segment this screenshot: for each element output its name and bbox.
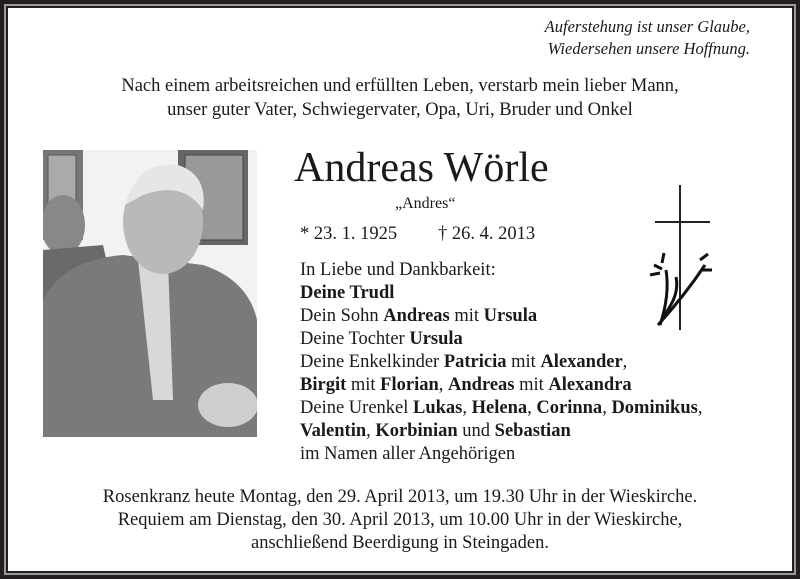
family-text: , xyxy=(438,375,449,395)
family-name: Valentin xyxy=(300,421,367,441)
family-name: Florian xyxy=(380,375,439,395)
family-name: Korbinian xyxy=(375,421,458,441)
intro-text xyxy=(0,74,800,122)
family-line xyxy=(300,282,702,305)
service-info xyxy=(0,486,800,555)
family-name: Sebastian xyxy=(494,421,571,441)
family-name: Ursula xyxy=(483,306,538,326)
family-text: , xyxy=(527,398,537,418)
birth-date: * 23. 1. 1925 xyxy=(300,224,398,244)
motto xyxy=(545,16,750,60)
deceased-name: Andreas Wörle xyxy=(294,145,549,191)
family-text: mit xyxy=(346,375,381,395)
family-text: und xyxy=(457,421,495,441)
family-line xyxy=(300,305,702,328)
family-text: Dein Sohn xyxy=(300,306,384,326)
service-line: anschließend Beerdigung in Steingaden. xyxy=(251,533,549,553)
family-name: Andreas xyxy=(448,375,515,395)
family-name: Alexander xyxy=(540,352,623,372)
family-line xyxy=(300,328,702,351)
family-name: Andreas xyxy=(383,306,450,326)
family-text: , xyxy=(622,352,628,372)
service-line: Requiem am Dienstag, den 30. April 2013, um 10.00 Uhr in der Wieskirche, xyxy=(117,510,683,530)
family-text: Deine Enkelkinder xyxy=(300,352,444,372)
family-text: Deine Urenkel xyxy=(300,398,414,418)
family-text: mit xyxy=(449,306,484,326)
family-name: Helena xyxy=(471,398,528,418)
family-line xyxy=(300,397,702,420)
family-line xyxy=(300,351,702,374)
family-line xyxy=(300,374,702,397)
family-text: , xyxy=(366,421,376,441)
family-heading: In Liebe und Dankbarkeit: xyxy=(300,260,496,280)
intro-line: unser guter Vater, Schwiegervater, Opa, Uri, Bruder und Onkel xyxy=(167,100,633,120)
motto-line: Wiedersehen unsere Hoffnung. xyxy=(547,39,750,58)
family-name: Birgit xyxy=(300,375,347,395)
family-list xyxy=(300,259,702,466)
family-text: Deine Tochter xyxy=(300,329,410,349)
family-text: , xyxy=(462,398,472,418)
family-name: Alexandra xyxy=(548,375,632,395)
family-text: , xyxy=(602,398,612,418)
intro-line: Nach einem arbeitsreichen und erfüllten Leben, verstarb mein lieber Mann, xyxy=(121,76,679,96)
family-name: Lukas xyxy=(413,398,463,418)
family-line xyxy=(300,420,702,443)
deceased-nickname: „Andres“ xyxy=(395,195,456,212)
motto-line: Auferstehung ist unser Glaube, xyxy=(544,17,750,36)
family-name: Corinna xyxy=(536,398,603,418)
family-name: Ursula xyxy=(409,329,463,349)
family-name: Patricia xyxy=(443,352,507,372)
family-name: Dominikus xyxy=(611,398,698,418)
family-text: mit xyxy=(514,375,549,395)
death-date: † 26. 4. 2013 xyxy=(438,224,536,244)
service-line: Rosenkranz heute Montag, den 29. April 2013, um 19.30 Uhr in der Wieskirche. xyxy=(102,487,698,507)
family-name: Deine Trudl xyxy=(300,283,395,303)
family-text: mit xyxy=(506,352,541,372)
portrait-photo xyxy=(43,150,257,437)
family-closing: im Namen aller Angehörigen xyxy=(300,444,516,464)
family-text: , xyxy=(697,398,703,418)
